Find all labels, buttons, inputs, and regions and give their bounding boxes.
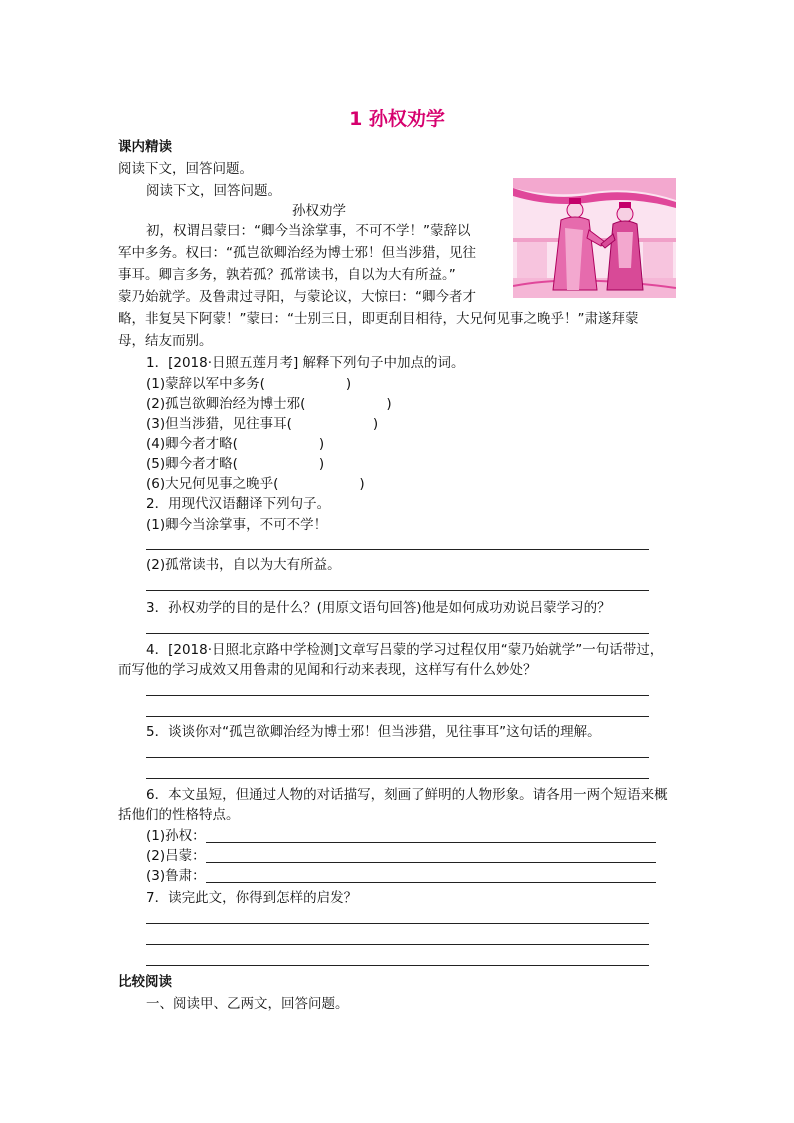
answer-line[interactable] <box>146 633 649 634</box>
question-4-line: 4．[2018·日照北京路中学检测]文章写吕蒙的学习过程仅用“蒙乃始就学”一句话带过， <box>146 642 664 658</box>
question-1-item: (3)但当涉猎，见往事耳( ) <box>146 416 379 432</box>
question-4-line: 而写他的学习成效又用鲁肃的见闻和行动来表现，这样写有什么妙处？ <box>118 662 537 678</box>
passage-line: 事耳。卿言多务，孰若孤？孤常读书，自以为大有所益。” <box>118 267 456 283</box>
answer-line[interactable] <box>146 695 649 696</box>
question-2-stem: 2．用现代汉语翻译下列句子。 <box>146 496 331 512</box>
question-1-item: (6)大兄何见事之晚乎( ) <box>146 476 365 492</box>
answer-line[interactable] <box>146 590 649 591</box>
page-title: 1 孙权劝学 <box>349 108 445 130</box>
question-1-item: (4)卿今者才略( ) <box>146 436 325 452</box>
instruction-line: 阅读下文，回答问题。 <box>118 161 253 177</box>
passage-line: 初，权谓吕蒙曰：“卿今当涂掌事，不可不学！”蒙辞以 <box>146 223 471 239</box>
answer-line[interactable] <box>146 757 649 758</box>
passage-title: 孙权劝学 <box>292 203 346 219</box>
question-6-item: (3)鲁肃： <box>146 868 206 884</box>
answer-line[interactable] <box>146 549 649 550</box>
question-1-item: (1)蒙辞以军中多务( ) <box>146 376 352 392</box>
passage-line: 蒙乃始就学。及鲁肃过寻阳，与蒙论议，大惊曰：“卿今者才 <box>118 289 476 305</box>
question-1-item: (5)卿今者才略( ) <box>146 456 325 472</box>
illustration-sun-quan-lu-meng <box>513 178 676 298</box>
passage-line: 略，非复吴下阿蒙！”蒙曰：“士别三日，即更刮目相待，大兄何见事之晚乎！”肃遂拜蒙 <box>118 311 639 327</box>
question-2-sub: (1)卿今当涂掌事，不可不学！ <box>146 517 328 533</box>
question-6-line: 6．本文虽短，但通过人物的对话描写，刻画了鲜明的人物形象。请各用一两个短语来概 <box>146 787 668 803</box>
passage-line: 军中多务。权曰：“孤岂欲卿治经为博士邪！但当涉猎，见往 <box>118 245 476 261</box>
question-2-sub: (2)孤常读书，自以为大有所益。 <box>146 557 341 573</box>
answer-line[interactable] <box>146 778 649 779</box>
compare-instruction: 一、阅读甲、乙两文，回答问题。 <box>146 996 349 1012</box>
question-7: 7．读完此文，你得到怎样的启发？ <box>146 890 358 906</box>
question-5: 5．谈谈你对“孤岂欲卿治经为博士邪！但当涉猎，见往事耳”这句话的理解。 <box>146 724 601 740</box>
instruction-line-indented: 阅读下文，回答问题。 <box>146 183 281 199</box>
question-6-item: (2)吕蒙： <box>146 848 206 864</box>
section-heading-in-class: 课内精读 <box>118 139 172 155</box>
question-1-item: (2)孤岂欲卿治经为博士邪( ) <box>146 396 392 412</box>
answer-line[interactable] <box>146 716 649 717</box>
question-3: 3．孙权劝学的目的是什么？(用原文语句回答)他是如何成功劝说吕蒙学习的？ <box>146 600 611 616</box>
question-6-line: 括他们的性格特点。 <box>118 807 240 823</box>
section-heading-compare: 比较阅读 <box>118 974 172 990</box>
answer-line[interactable] <box>206 882 656 883</box>
passage-line: 母，结友而别。 <box>118 333 213 349</box>
answer-line[interactable] <box>206 862 656 863</box>
question-1-stem: 1．[2018·日照五莲月考] 解释下列句子中加点的词。 <box>146 355 465 371</box>
answer-line[interactable] <box>206 842 656 843</box>
question-6-item: (1)孙权： <box>146 828 206 844</box>
answer-line[interactable] <box>146 965 649 966</box>
answer-line[interactable] <box>146 923 649 924</box>
answer-line[interactable] <box>146 944 649 945</box>
